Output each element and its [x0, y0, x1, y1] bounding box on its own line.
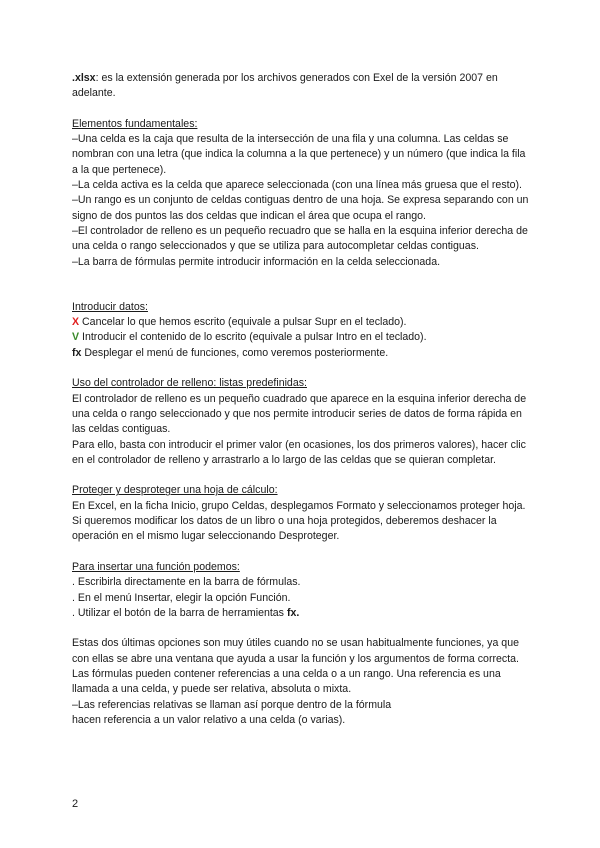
final-paragraph-2: Las fórmulas pueden contener referencias a una celda o a un rango. Una referencia es una llamada a una celda, y puede ser relativa, absoluta o mixta.	[72, 667, 501, 696]
accept-check-icon: V	[72, 331, 80, 344]
elementos-item-3: –Un rango es un conjunto de celdas contiguas dentro de una hoja. Se expresa separando con un signo de dos puntos las dos celdas que indican el área que ocupa el rango.	[72, 194, 529, 222]
intro-text: : es la extensión generada por los archivos generados con Exel de la versión 2007 en adelante.	[72, 72, 498, 100]
fx-text: Desplegar el menú de funciones, como veremos posteriormente.	[81, 346, 389, 359]
elementos-item-1: –Una celda es la caja que resulta de la intersección de una fila y una columna. Las celdas se nombran con una letra (que indica la columna a la que pertenece) y un número (que indica la fila a la que pertenece).	[72, 133, 526, 176]
elementos-item-5: –La barra de fórmulas permite introducir información en la celda seleccionada.	[72, 255, 441, 268]
funcion-heading: Para insertar una función podemos:	[72, 560, 240, 573]
fx-icon: fx	[72, 346, 82, 359]
funcion-item-2: . En el menú Insertar, elegir la opción Función.	[72, 591, 291, 604]
relleno-heading: Uso del controlador de relleno: listas predefinidas:	[72, 377, 307, 390]
relleno-paragraph-2: Para ello, basta con introducir el primer valor (en ocasiones, los dos primeros valores), hacer clic en el controlador de relleno y arrastrarlo a lo largo de las celdas que se quieran completar.	[72, 438, 526, 466]
elementos-item-2: –La celda activa es la celda que aparece seleccionada (con una línea más gruesa que el resto).	[72, 179, 522, 192]
elementos-heading: Elementos fundamentales:	[72, 117, 198, 130]
cancel-x-icon: X	[72, 316, 80, 329]
funcion-item-3	[72, 606, 532, 621]
cancel-text: Cancelar lo que hemos escrito (equivale a pulsar Supr en el teclado).	[79, 316, 407, 329]
cancel-line	[72, 315, 532, 330]
elementos-item-4: –El controlador de relleno es un pequeño recuadro que se halla en la esquina inferior derecha de una celda o rango seleccionados y que se utiliza para autocompletar celdas contiguas.	[72, 224, 528, 253]
fx-button-label: fx.	[286, 606, 300, 619]
final-paragraph-3b: hacen referencia a un valor relativo a una celda (o varias).	[72, 713, 346, 726]
accept-text: Introducir el contenido de lo escrito (equivale a pulsar Intro en el teclado).	[79, 331, 427, 344]
funcion-item-3-text: . Utilizar el botón de la barra de herramientas	[72, 606, 287, 619]
document-page	[72, 71, 532, 728]
fx-line	[72, 346, 532, 361]
intro-paragraph	[72, 71, 532, 102]
proteger-paragraph: En Excel, en la ficha Inicio, grupo Celdas, desplegamos Formato y seleccionamos proteger hoja. Si queremos modificar los datos de un libro o una hoja protegidos, deberemos deshacer la operación en el mismo lugar seleccionando Desproteger.	[72, 499, 526, 543]
xlsx-term: .xlsx	[72, 72, 96, 84]
relleno-paragraph-1: El controlador de relleno es un pequeño cuadrado que aparece en la esquina inferior derecha de una celda o rango seleccionado y que nos permite introducir series de datos de forma rápida en las celdas contiguas.	[72, 392, 527, 436]
accept-line	[72, 330, 532, 345]
final-paragraph-3a: –Las referencias relativas se llaman así porque dentro de la fórmula	[72, 698, 392, 711]
page-number: 2	[72, 798, 79, 810]
funcion-item-1: . Escribirla directamente en la barra de fórmulas.	[72, 576, 301, 589]
final-paragraph-1: Estas dos últimas opciones son muy útiles cuando no se usan habitualmente funciones, ya que con ellas se abre una ventana que ayuda a usar la función y los argumentos de forma correcta.	[72, 637, 519, 665]
proteger-heading: Proteger y desproteger una hoja de cálculo:	[72, 484, 278, 497]
introducir-heading: Introducir datos:	[72, 300, 148, 313]
